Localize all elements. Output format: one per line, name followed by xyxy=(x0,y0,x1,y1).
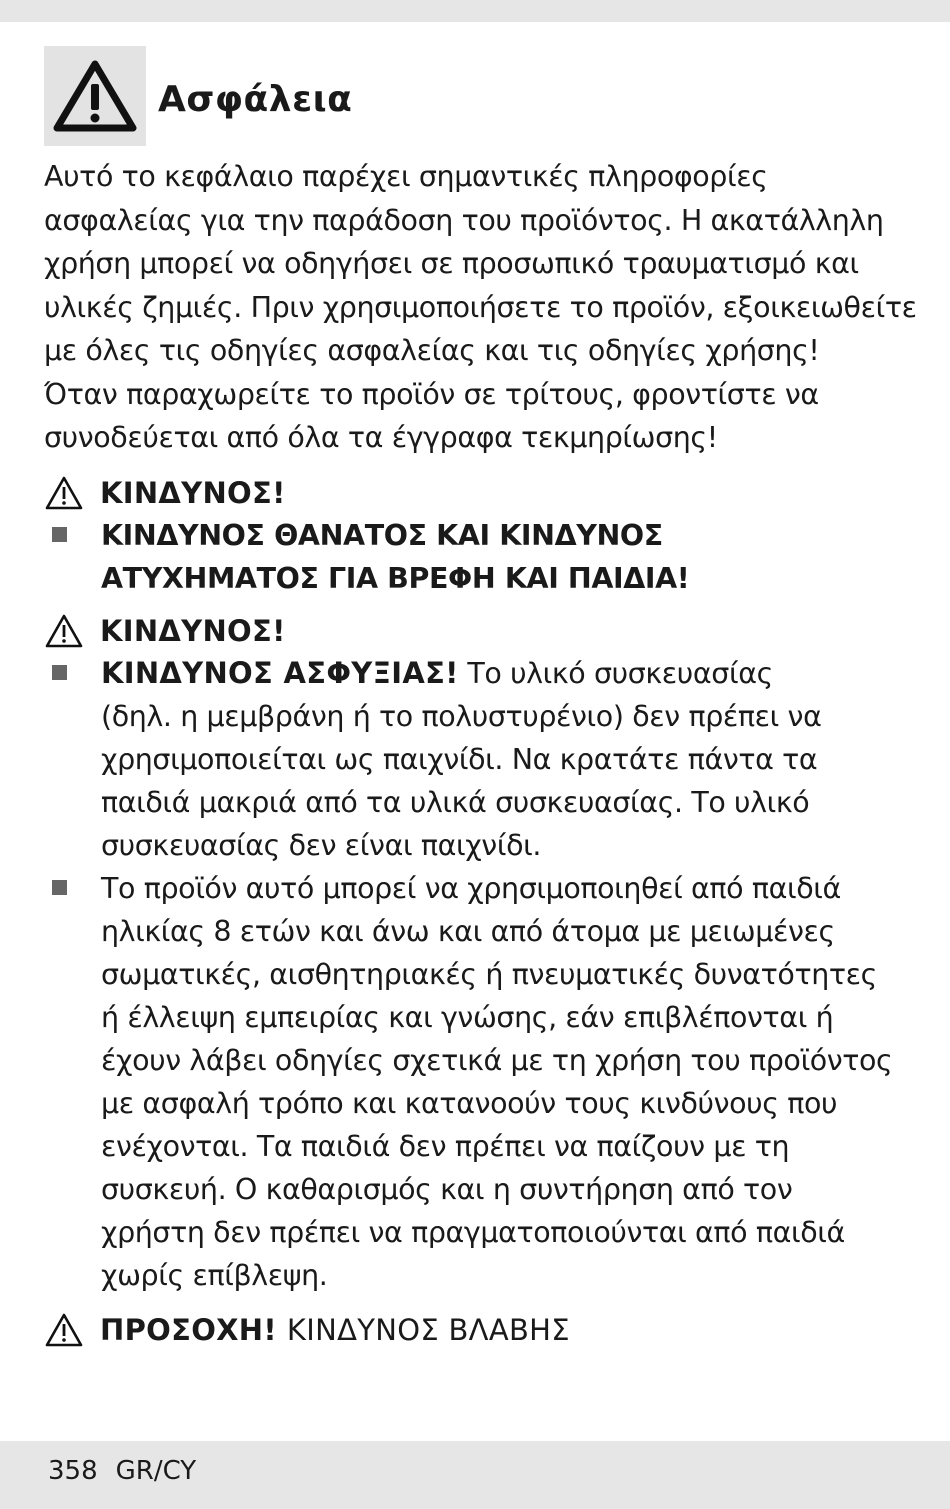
caution-heading xyxy=(44,1309,924,1351)
caution-heading-bold: ΠΡΟΣΟΧΗ! xyxy=(100,1312,277,1347)
bullet-square-icon xyxy=(44,867,101,1297)
warning-triangle-icon xyxy=(44,612,88,650)
page-title: Ασφάλεια xyxy=(158,79,353,120)
bullet-line: χρήστη δεν πρέπει να πραγματοποιούνται από παιδιά xyxy=(101,1215,845,1249)
danger-heading-1 xyxy=(44,472,924,514)
region-label: GR/CY xyxy=(115,1456,197,1486)
bullet-line: χρησιμοποιείται ως παιχνίδι. Να κρατάτε πάντα τα xyxy=(101,742,818,776)
main-content xyxy=(44,155,924,1351)
bullet-line: έχουν λάβει οδηγίες σχετικά με τη χρήση του προϊόντος xyxy=(101,1043,893,1077)
bullet-line: σωματικές, αισθητηριακές ή πνευματικές δυνατότητες xyxy=(101,957,877,991)
bullet-line: παιδιά μακριά από τα υλικά συσκευασίας. Το υλικό xyxy=(101,785,810,819)
bullet-square-icon xyxy=(44,514,101,600)
bullet-line: ΑΤΥΧΗΜΑΤΟΣ ΓΙΑ ΒΡΕΦΗ ΚΑΙ ΠΑΙΔΙΑ! xyxy=(101,561,690,595)
bullet-line xyxy=(101,652,821,695)
intro-line: ασφαλείας για την παράδοση του προϊόντος. Η ακατάλληλη xyxy=(44,203,884,237)
intro-line: με όλες τις οδηγίες ασφαλείας και τις οδηγίες χρήσης! xyxy=(44,334,820,367)
intro-line: Αυτό το κεφάλαιο παρέχει σημαντικές πληροφορίες xyxy=(44,160,768,193)
footer xyxy=(48,1455,196,1487)
bullet-line: με ασφαλή τρόπο και κατανοούν τους κινδύνους που xyxy=(101,1086,838,1120)
intro-line: συνοδεύεται από όλα τα έγγραφα τεκμηρίωσης! xyxy=(44,421,718,454)
caution-heading-normal: ΚΙΝΔΥΝΟΣ ΒΛΑΒΗΣ xyxy=(286,1312,570,1347)
intro-line: υλικές ζημιές. Πριν χρησιμοποιήσετε το προϊόν, εξοικειωθείτε xyxy=(44,290,917,324)
bullet-item xyxy=(44,652,924,867)
bullet-item xyxy=(44,514,924,600)
bullet-line: ΚΙΝΔΥΝΟΣ ΘΑΝΑΤΟΣ ΚΑΙ ΚΙΝΔΥΝΟΣ xyxy=(101,518,663,552)
warning-triangle-icon xyxy=(53,58,137,134)
bullet-item xyxy=(44,867,924,1297)
bullet-line: συσκευασίας δεν είναι παιχνίδι. xyxy=(101,828,542,862)
title-warning-box xyxy=(44,46,146,146)
bullet-line: ηλικίας 8 ετών και άνω και από άτομα με μειωμένες xyxy=(101,914,835,948)
danger-heading-2 xyxy=(44,610,924,652)
top-band xyxy=(0,0,950,22)
bullet-text: Το υλικό συσκευασίας xyxy=(467,656,773,690)
bullet-line: (δηλ. η μεμβράνη ή το πολυστυρένιο) δεν πρέπει να xyxy=(101,699,822,733)
page-number: 358 xyxy=(48,1456,98,1486)
intro-line: χρήση μπορεί να οδηγήσει σε προσωπικό τραυματισμό και xyxy=(44,247,859,280)
bullet-line: ή έλλειψη εμπειρίας και γνώσης, εάν επιβλέπονται ή xyxy=(101,1000,834,1034)
bullet-square-icon xyxy=(44,652,101,867)
bullet-line: ενέχονται. Τα παιδιά δεν πρέπει να παίζουν με τη xyxy=(101,1129,790,1163)
bullet-line: χωρίς επίβλεψη. xyxy=(101,1258,328,1292)
warning-triangle-icon xyxy=(44,1311,88,1349)
intro-paragraph xyxy=(44,155,924,460)
danger-heading-text: ΚΙΝΔΥΝΟΣ! xyxy=(100,475,286,510)
intro-line: Όταν παραχωρείτε το προϊόν σε τρίτους, φροντίστε να xyxy=(44,377,819,411)
bullet-line: Το προϊόν αυτό μπορεί να χρησιμοποιηθεί από παιδιά xyxy=(101,871,841,905)
bullet-line: συσκευή. Ο καθαρισμός και η συντήρηση από τον xyxy=(101,1172,793,1206)
bullet-bold-lead: ΚΙΝΔΥΝΟΣ ΑΣΦΥΞΙΑΣ! xyxy=(101,655,459,690)
warning-triangle-icon xyxy=(44,474,88,512)
danger-heading-text: ΚΙΝΔΥΝΟΣ! xyxy=(100,613,286,648)
